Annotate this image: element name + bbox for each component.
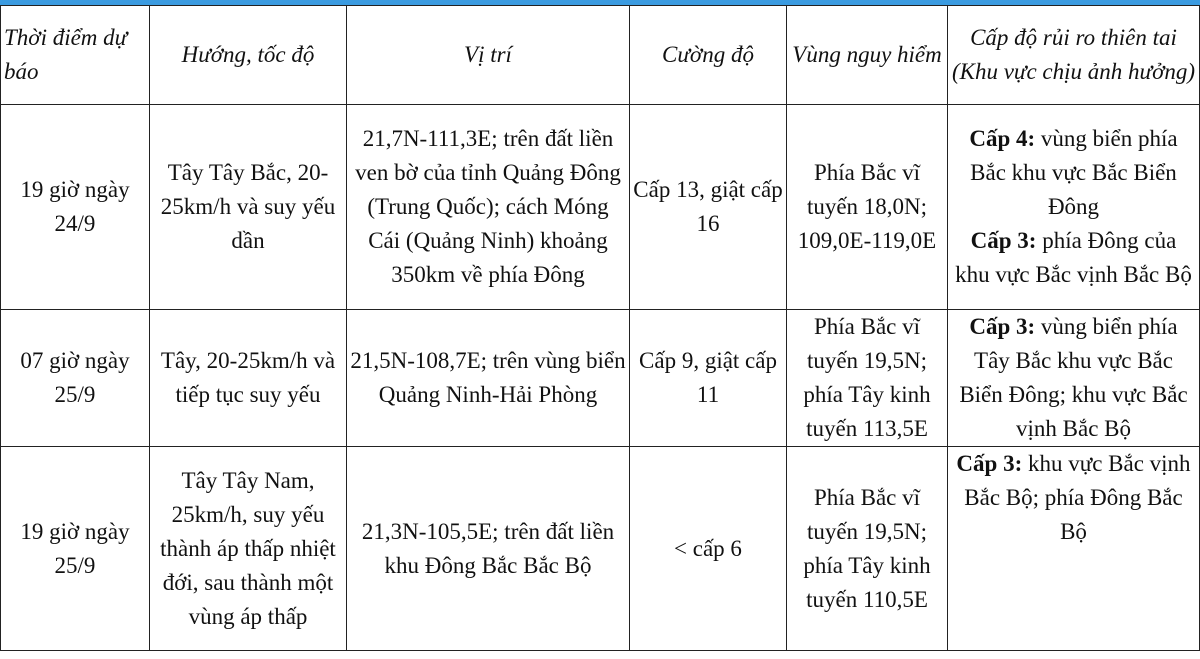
cell-danger-zone: Phía Bắc vĩ tuyến 18,0N; 109,0E-119,0E [787,105,948,310]
cell-time: 19 giờ ngày 24/9 [1,105,150,310]
cell-danger-zone: Phía Bắc vĩ tuyến 19,5N; phía Tây kinh tuyến 110,5E [787,447,948,651]
cell-position: 21,3N-105,5E; trên đất liền khu Đông Bắc Bắc Bộ [347,447,630,651]
risk-line [951,122,1196,224]
risk-level-label: Cấp 3: [956,451,1023,476]
risk-area-text: phía Đông của khu vực Bắc vịnh Bắc Bộ [955,228,1192,287]
risk-level-label: Cấp 3: [970,228,1037,253]
table-row [1,105,1200,310]
header-position: Vị trí [347,6,630,105]
risk-line [951,224,1196,292]
cell-time: 07 giờ ngày 25/9 [1,310,150,447]
cell-risk [948,310,1200,447]
table-header-row [1,6,1200,105]
cell-position: 21,5N-108,7E; trên vùng biển Quảng Ninh-Hải Phòng [347,310,630,447]
header-intensity: Cường độ [630,6,787,105]
cell-intensity: Cấp 9, giật cấp 11 [630,310,787,447]
risk-line [951,310,1196,446]
table-row [1,310,1200,447]
header-direction-speed: Hướng, tốc độ [150,6,347,105]
header-risk-level: Cấp độ rủi ro thiên tai (Khu vực chịu ảnh hưởng) [948,6,1200,105]
cell-direction: Tây Tây Bắc, 20-25km/h và suy yếu dần [150,105,347,310]
cell-direction: Tây Tây Nam, 25km/h, suy yếu thành áp thấp nhiệt đới, sau thành một vùng áp thấp [150,447,347,651]
forecast-table [0,5,1200,651]
cell-time: 19 giờ ngày 25/9 [1,447,150,651]
cell-position: 21,7N-111,3E; trên đất liền ven bờ của tỉnh Quảng Đông (Trung Quốc); cách Móng Cái (Quảng Ninh) khoảng 350km về phía Đông [347,105,630,310]
table-row [1,447,1200,651]
cell-direction: Tây, 20-25km/h và tiếp tục suy yếu [150,310,347,447]
header-danger-zone: Vùng nguy hiểm [787,6,948,105]
risk-line [951,447,1196,549]
risk-level-label: Cấp 3: [969,314,1036,339]
risk-area-text: khu vực Bắc vịnh Bắc Bộ; phía Đông Bắc Bộ [964,451,1191,544]
risk-area-text: vùng biển phía Bắc khu vực Bắc Biển Đông [970,126,1178,219]
risk-area-text: vùng biển phía Tây Bắc khu vực Bắc Biển Đông; khu vực Bắc vịnh Bắc Bộ [959,314,1188,441]
header-forecast-time: Thời điểm dự báo [1,6,150,105]
cell-risk [948,447,1200,651]
cell-risk [948,105,1200,310]
cell-intensity: < cấp 6 [630,447,787,651]
risk-level-label: Cấp 4: [969,126,1036,151]
cell-danger-zone: Phía Bắc vĩ tuyến 19,5N; phía Tây kinh tuyến 113,5E [787,310,948,447]
cell-intensity: Cấp 13, giật cấp 16 [630,105,787,310]
